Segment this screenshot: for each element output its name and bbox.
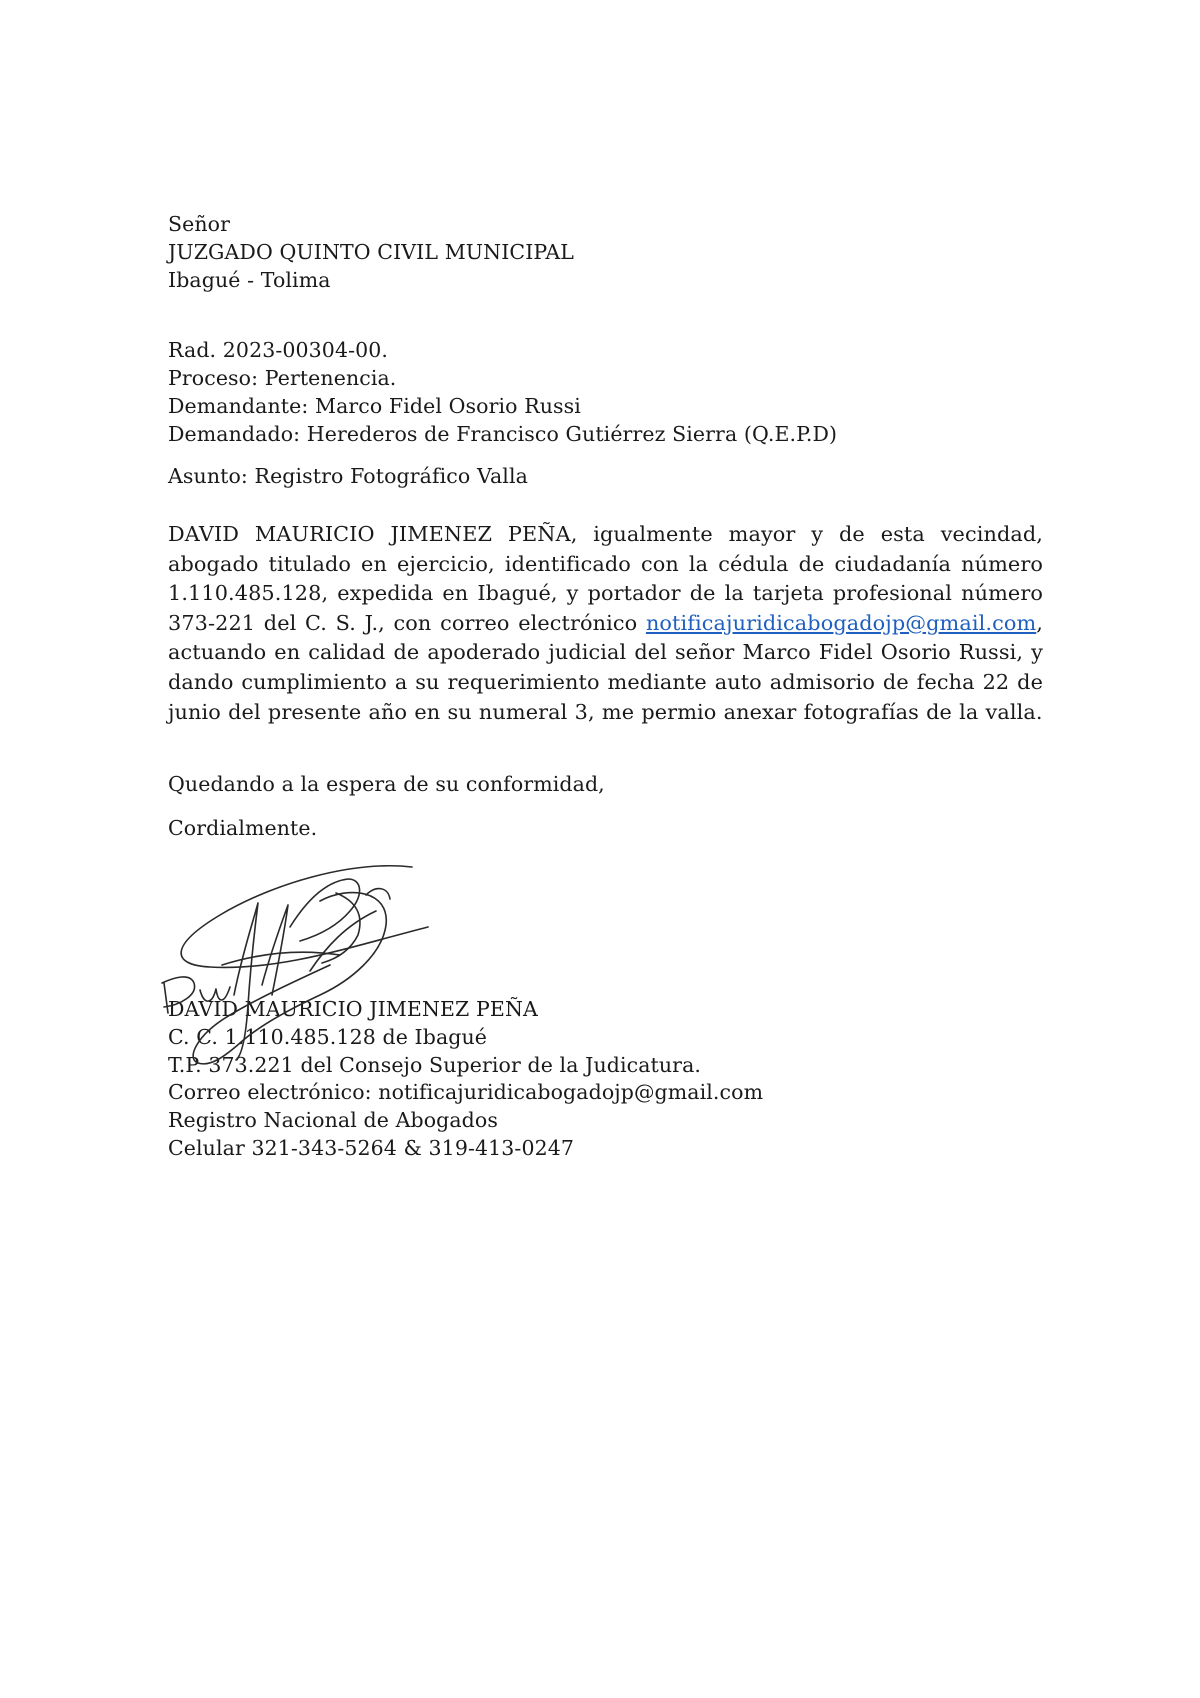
signer-email: Correo electrónico: notificajuridicabogadojp@gmail.com — [168, 1080, 764, 1105]
email-link[interactable]: notificajuridicabogadojp@gmail.com — [645, 610, 1037, 635]
signer-id: C. C. 1.110.485.128 de Ibagué — [168, 1024, 488, 1049]
case-defendant: Demandado: Herederos de Francisco Gutiérrez Sierra (Q.E.P.D) — [168, 422, 838, 446]
court-name: JUZGADO QUINTO CIVIL MUNICIPAL — [168, 240, 575, 264]
salutation: Señor — [168, 212, 231, 236]
farewell-line — [168, 814, 1043, 842]
body-paragraph — [168, 520, 1043, 727]
court-location: Ibagué - Tolima — [168, 268, 331, 292]
case-info-block — [168, 336, 1043, 448]
subject-text: Asunto: Registro Fotográfico Valla — [168, 464, 528, 488]
signer-registry: Registro Nacional de Abogados — [168, 1108, 498, 1133]
body-text-before-email: DAVID MAURICIO JIMENEZ PEÑA, igualmente mayor y de esta vecindad, abogado titulado en ejercicio, identificado con la cédula de ciudadanía número 1.110.485.128, expedida en Ibagué, y portador de la tarjeta profesional número 373-221 del C. S. J., con correo electrónico — [168, 522, 1043, 635]
farewell-text: Cordialmente. — [168, 816, 318, 840]
signer-name: DAVID MAURICIO JIMENEZ PEÑA — [168, 997, 538, 1021]
signer-phone: Celular 321-343-5264 & 319-413-0247 — [168, 1135, 575, 1160]
body-text-after-email: , actuando en calidad de apoderado judicial del señor Marco Fidel Osorio Russi, y dando cumplimiento a su requerimiento mediante auto admisorio de fecha 22 de junio del presente año en su numeral 3, me permio anexar fotografías de la valla. — [168, 610, 1043, 724]
subject-line — [168, 462, 1043, 490]
case-plaintiff: Demandante: Marco Fidel Osorio Russi — [168, 394, 581, 418]
closing-line — [168, 770, 1043, 798]
case-radicado: Rad. 2023-00304-00. — [168, 338, 389, 362]
signature-block — [168, 996, 1043, 1163]
case-process: Proceso: Pertenencia. — [168, 366, 397, 390]
addressee-block — [168, 210, 1043, 294]
closing-text: Quedando a la espera de su conformidad, — [168, 772, 605, 796]
signer-professional-card: T.P. 373.221 del Consejo Superior de la Judicatura. — [168, 1052, 702, 1077]
